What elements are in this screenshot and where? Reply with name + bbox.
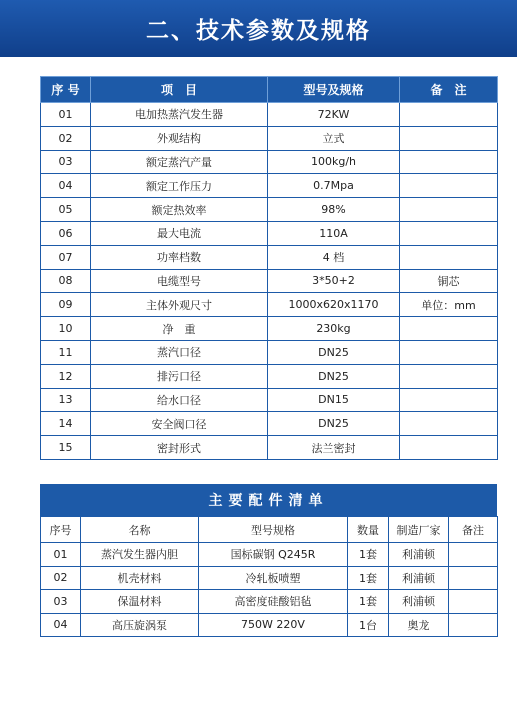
spec-row [41, 269, 498, 293]
parts-header-cell: 名称 [81, 517, 199, 543]
spec-row-cell: 额定蒸汽产量 [91, 150, 268, 174]
spec-row-cell: 01 [41, 103, 91, 127]
parts-row [41, 613, 498, 637]
spec-row-cell: 净 重 [91, 317, 268, 341]
parts-row-cell: 1台 [348, 613, 389, 637]
spec-row-cell: 外观结构 [91, 126, 268, 150]
spec-row-cell: 02 [41, 126, 91, 150]
spec-row-cell: 10 [41, 317, 91, 341]
parts-row-cell: 蒸汽发生器内胆 [81, 543, 199, 567]
spec-row-cell: 07 [41, 245, 91, 269]
spec-row-cell: DN25 [268, 340, 400, 364]
parts-row-cell: 冷轧板喷塑 [199, 566, 348, 590]
parts-row-cell: 机壳材料 [81, 566, 199, 590]
spec-row-cell: 06 [41, 221, 91, 245]
spec-row-cell [400, 198, 498, 222]
parts-row-cell: 奥龙 [389, 613, 449, 637]
spec-row-cell: 密封形式 [91, 436, 268, 460]
spec-row-cell: 98% [268, 198, 400, 222]
spec-row [41, 317, 498, 341]
spec-row [41, 412, 498, 436]
spec-row-cell: 230kg [268, 317, 400, 341]
parts-table [40, 516, 498, 637]
parts-row [41, 566, 498, 590]
spec-row-cell: 最大电流 [91, 221, 268, 245]
spec-row-cell [400, 221, 498, 245]
spec-row-cell: 电缆型号 [91, 269, 268, 293]
spec-row-cell [400, 340, 498, 364]
spec-row [41, 340, 498, 364]
spec-row-cell [400, 103, 498, 127]
spec-row [41, 388, 498, 412]
parts-row-cell: 利浦顿 [389, 543, 449, 567]
spec-row-cell [400, 174, 498, 198]
spec-row [41, 436, 498, 460]
spec-row [41, 150, 498, 174]
spec-row-cell [400, 364, 498, 388]
parts-row-cell: 高压旋涡泵 [81, 613, 199, 637]
parts-row-cell: 利浦顿 [389, 566, 449, 590]
spec-row-cell: 给水口径 [91, 388, 268, 412]
spec-row-cell: 法兰密封 [268, 436, 400, 460]
spec-table [40, 76, 498, 460]
parts-header-cell: 数量 [348, 517, 389, 543]
page-title: 二、技术参数及规格 [146, 18, 371, 44]
spec-row-cell: 05 [41, 198, 91, 222]
spec-row-cell: 立式 [268, 126, 400, 150]
spec-row-cell: DN25 [268, 412, 400, 436]
spec-row-cell: DN15 [268, 388, 400, 412]
spec-row-cell: 4 档 [268, 245, 400, 269]
spec-row-cell: 额定工作压力 [91, 174, 268, 198]
spec-header-cell: 备 注 [400, 77, 498, 103]
spec-row-cell: 单位：mm [400, 293, 498, 317]
parts-row-cell: 国标碳钢 Q245R [199, 543, 348, 567]
spec-header-row [41, 77, 498, 103]
spec-row-cell: 14 [41, 412, 91, 436]
spec-row-cell: 排污口径 [91, 364, 268, 388]
spec-row-cell: 功率档数 [91, 245, 268, 269]
parts-header-row [41, 517, 498, 543]
spec-row-cell: 12 [41, 364, 91, 388]
spec-row-cell: 额定热效率 [91, 198, 268, 222]
parts-row-cell [449, 566, 498, 590]
parts-row-cell: 利浦顿 [389, 590, 449, 614]
spec-row-cell: 安全阀口径 [91, 412, 268, 436]
parts-section [40, 484, 497, 637]
spec-row-cell: 08 [41, 269, 91, 293]
spec-row-cell: 100kg/h [268, 150, 400, 174]
spec-row-cell: 72KW [268, 103, 400, 127]
spec-row-cell: 15 [41, 436, 91, 460]
parts-row-cell [449, 613, 498, 637]
parts-header-cell: 型号规格 [199, 517, 348, 543]
spec-row-cell [400, 150, 498, 174]
section-banner [0, 0, 517, 57]
parts-row-cell: 高密度硅酸铝毡 [199, 590, 348, 614]
spec-row [41, 103, 498, 127]
spec-row-cell: DN25 [268, 364, 400, 388]
spec-header-cell: 序 号 [41, 77, 91, 103]
parts-row-cell: 04 [41, 613, 81, 637]
spec-row-cell: 铜芯 [400, 269, 498, 293]
spec-row [41, 126, 498, 150]
spec-row-cell: 蒸汽口径 [91, 340, 268, 364]
parts-header-cell: 序号 [41, 517, 81, 543]
parts-row-cell: 1套 [348, 590, 389, 614]
spec-row-cell [400, 245, 498, 269]
spec-row [41, 174, 498, 198]
spec-row-cell [400, 126, 498, 150]
spec-header-cell: 型号及规格 [268, 77, 400, 103]
spec-row-cell: 0.7Mpa [268, 174, 400, 198]
parts-header-cell: 备注 [449, 517, 498, 543]
parts-header-cell: 制造厂家 [389, 517, 449, 543]
spec-row-cell: 11 [41, 340, 91, 364]
parts-title: 主要配件清单 [40, 484, 497, 516]
spec-row-cell: 03 [41, 150, 91, 174]
spec-row-cell: 13 [41, 388, 91, 412]
spec-row-cell: 主体外观尺寸 [91, 293, 268, 317]
parts-row-cell: 1套 [348, 566, 389, 590]
spec-row-cell [400, 412, 498, 436]
parts-row-cell: 750W 220V [199, 613, 348, 637]
parts-row-cell: 03 [41, 590, 81, 614]
spec-row-cell: 电加热蒸汽发生器 [91, 103, 268, 127]
spec-row-cell: 1000x620x1170 [268, 293, 400, 317]
parts-row-cell [449, 543, 498, 567]
parts-row [41, 590, 498, 614]
spec-row [41, 364, 498, 388]
spec-row-cell: 04 [41, 174, 91, 198]
parts-row-cell: 02 [41, 566, 81, 590]
spec-row [41, 293, 498, 317]
parts-row-cell: 1套 [348, 543, 389, 567]
spec-row-cell: 110A [268, 221, 400, 245]
spec-header-cell: 项 目 [91, 77, 268, 103]
spec-row [41, 198, 498, 222]
spec-row [41, 245, 498, 269]
parts-row-cell: 保温材料 [81, 590, 199, 614]
parts-row-cell [449, 590, 498, 614]
spec-row-cell [400, 317, 498, 341]
parts-row [41, 543, 498, 567]
spec-row-cell: 09 [41, 293, 91, 317]
spec-row-cell [400, 388, 498, 412]
parts-row-cell: 01 [41, 543, 81, 567]
spec-row-cell: 3*50+2 [268, 269, 400, 293]
spec-row-cell [400, 436, 498, 460]
spec-row [41, 221, 498, 245]
